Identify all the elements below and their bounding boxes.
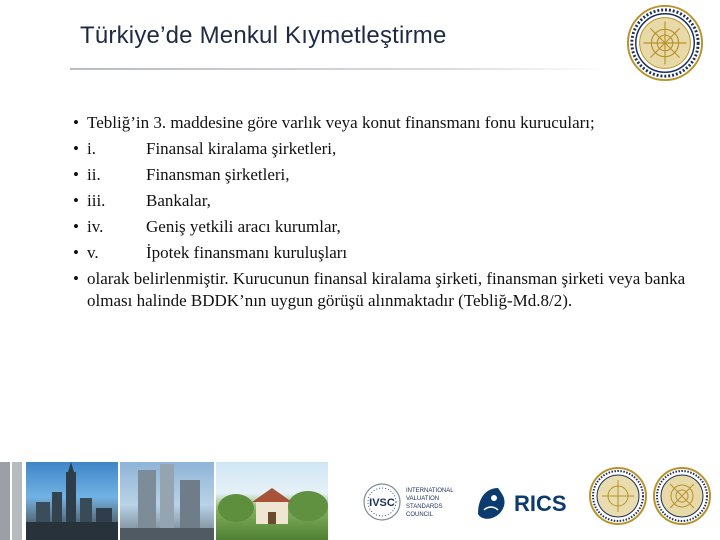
bullet-icon: • bbox=[73, 269, 79, 288]
item-numeral: iii. bbox=[87, 191, 106, 210]
ivsc-caption-line: VALUATION bbox=[406, 496, 440, 502]
footer-stripe bbox=[0, 462, 10, 540]
city-skyline-photo bbox=[26, 462, 118, 540]
item-text: olarak belirlenmiştir. Kurucunun finansal kiralama şirketi, finansman şirketi veya banka olması halinde BDDK’nın uygun görüşü alınmaktadır (Tebliğ-Md.8/2). bbox=[87, 269, 686, 310]
list-item bbox=[70, 242, 690, 264]
bullet-icon: • bbox=[73, 191, 79, 210]
footer-stripe bbox=[12, 462, 22, 540]
list-item bbox=[70, 112, 690, 134]
countryside-house-photo bbox=[216, 462, 328, 540]
ivsc-caption-line: STANDARDS bbox=[406, 504, 443, 510]
item-text: Tebliğ’in 3. maddesine göre varlık veya konut finansmanı fonu kurucuları; bbox=[87, 113, 595, 132]
item-numeral: iv. bbox=[87, 217, 104, 236]
bullet-icon: • bbox=[73, 243, 79, 262]
bullet-list bbox=[70, 112, 690, 316]
ivsc-name: IVSC bbox=[369, 497, 395, 509]
bullet-icon: • bbox=[73, 113, 79, 132]
item-text: Bankalar, bbox=[146, 191, 211, 210]
skyline-icon bbox=[26, 462, 118, 540]
ivsc-logo-icon bbox=[362, 480, 462, 524]
footer-banner bbox=[0, 462, 720, 540]
ivsc-caption-line: COUNCIL bbox=[406, 512, 434, 518]
item-text: İpotek finansmanı kuruluşları bbox=[146, 243, 348, 262]
rics-logo-icon bbox=[472, 480, 582, 524]
towers-icon bbox=[120, 462, 214, 540]
bullet-icon: • bbox=[73, 165, 79, 184]
list-item bbox=[70, 190, 690, 212]
list-item bbox=[70, 268, 690, 312]
item-text: Geniş yetkili aracı kurumlar, bbox=[146, 217, 341, 236]
rics-name: RICS bbox=[514, 491, 567, 516]
university-seal-icon bbox=[652, 466, 712, 526]
item-numeral: v. bbox=[87, 243, 99, 262]
list-item bbox=[70, 138, 690, 160]
item-numeral: i. bbox=[87, 139, 96, 158]
ankara-university-seal-icon bbox=[626, 4, 704, 82]
list-item bbox=[70, 164, 690, 186]
item-text: Finansal kiralama şirketleri, bbox=[146, 139, 337, 158]
slide-title: Türkiye’de Menkul Kıymetleştirme bbox=[80, 22, 447, 49]
ivsc-caption-line: INTERNATIONAL bbox=[406, 488, 454, 494]
bullet-icon: • bbox=[73, 217, 79, 236]
office-towers-photo bbox=[120, 462, 214, 540]
bullet-icon: • bbox=[73, 139, 79, 158]
item-text: Finansman şirketleri, bbox=[146, 165, 290, 184]
item-numeral: ii. bbox=[87, 165, 101, 184]
title-divider bbox=[70, 68, 610, 70]
university-seal-icon bbox=[588, 466, 648, 526]
list-item bbox=[70, 216, 690, 238]
house-icon bbox=[216, 462, 328, 540]
